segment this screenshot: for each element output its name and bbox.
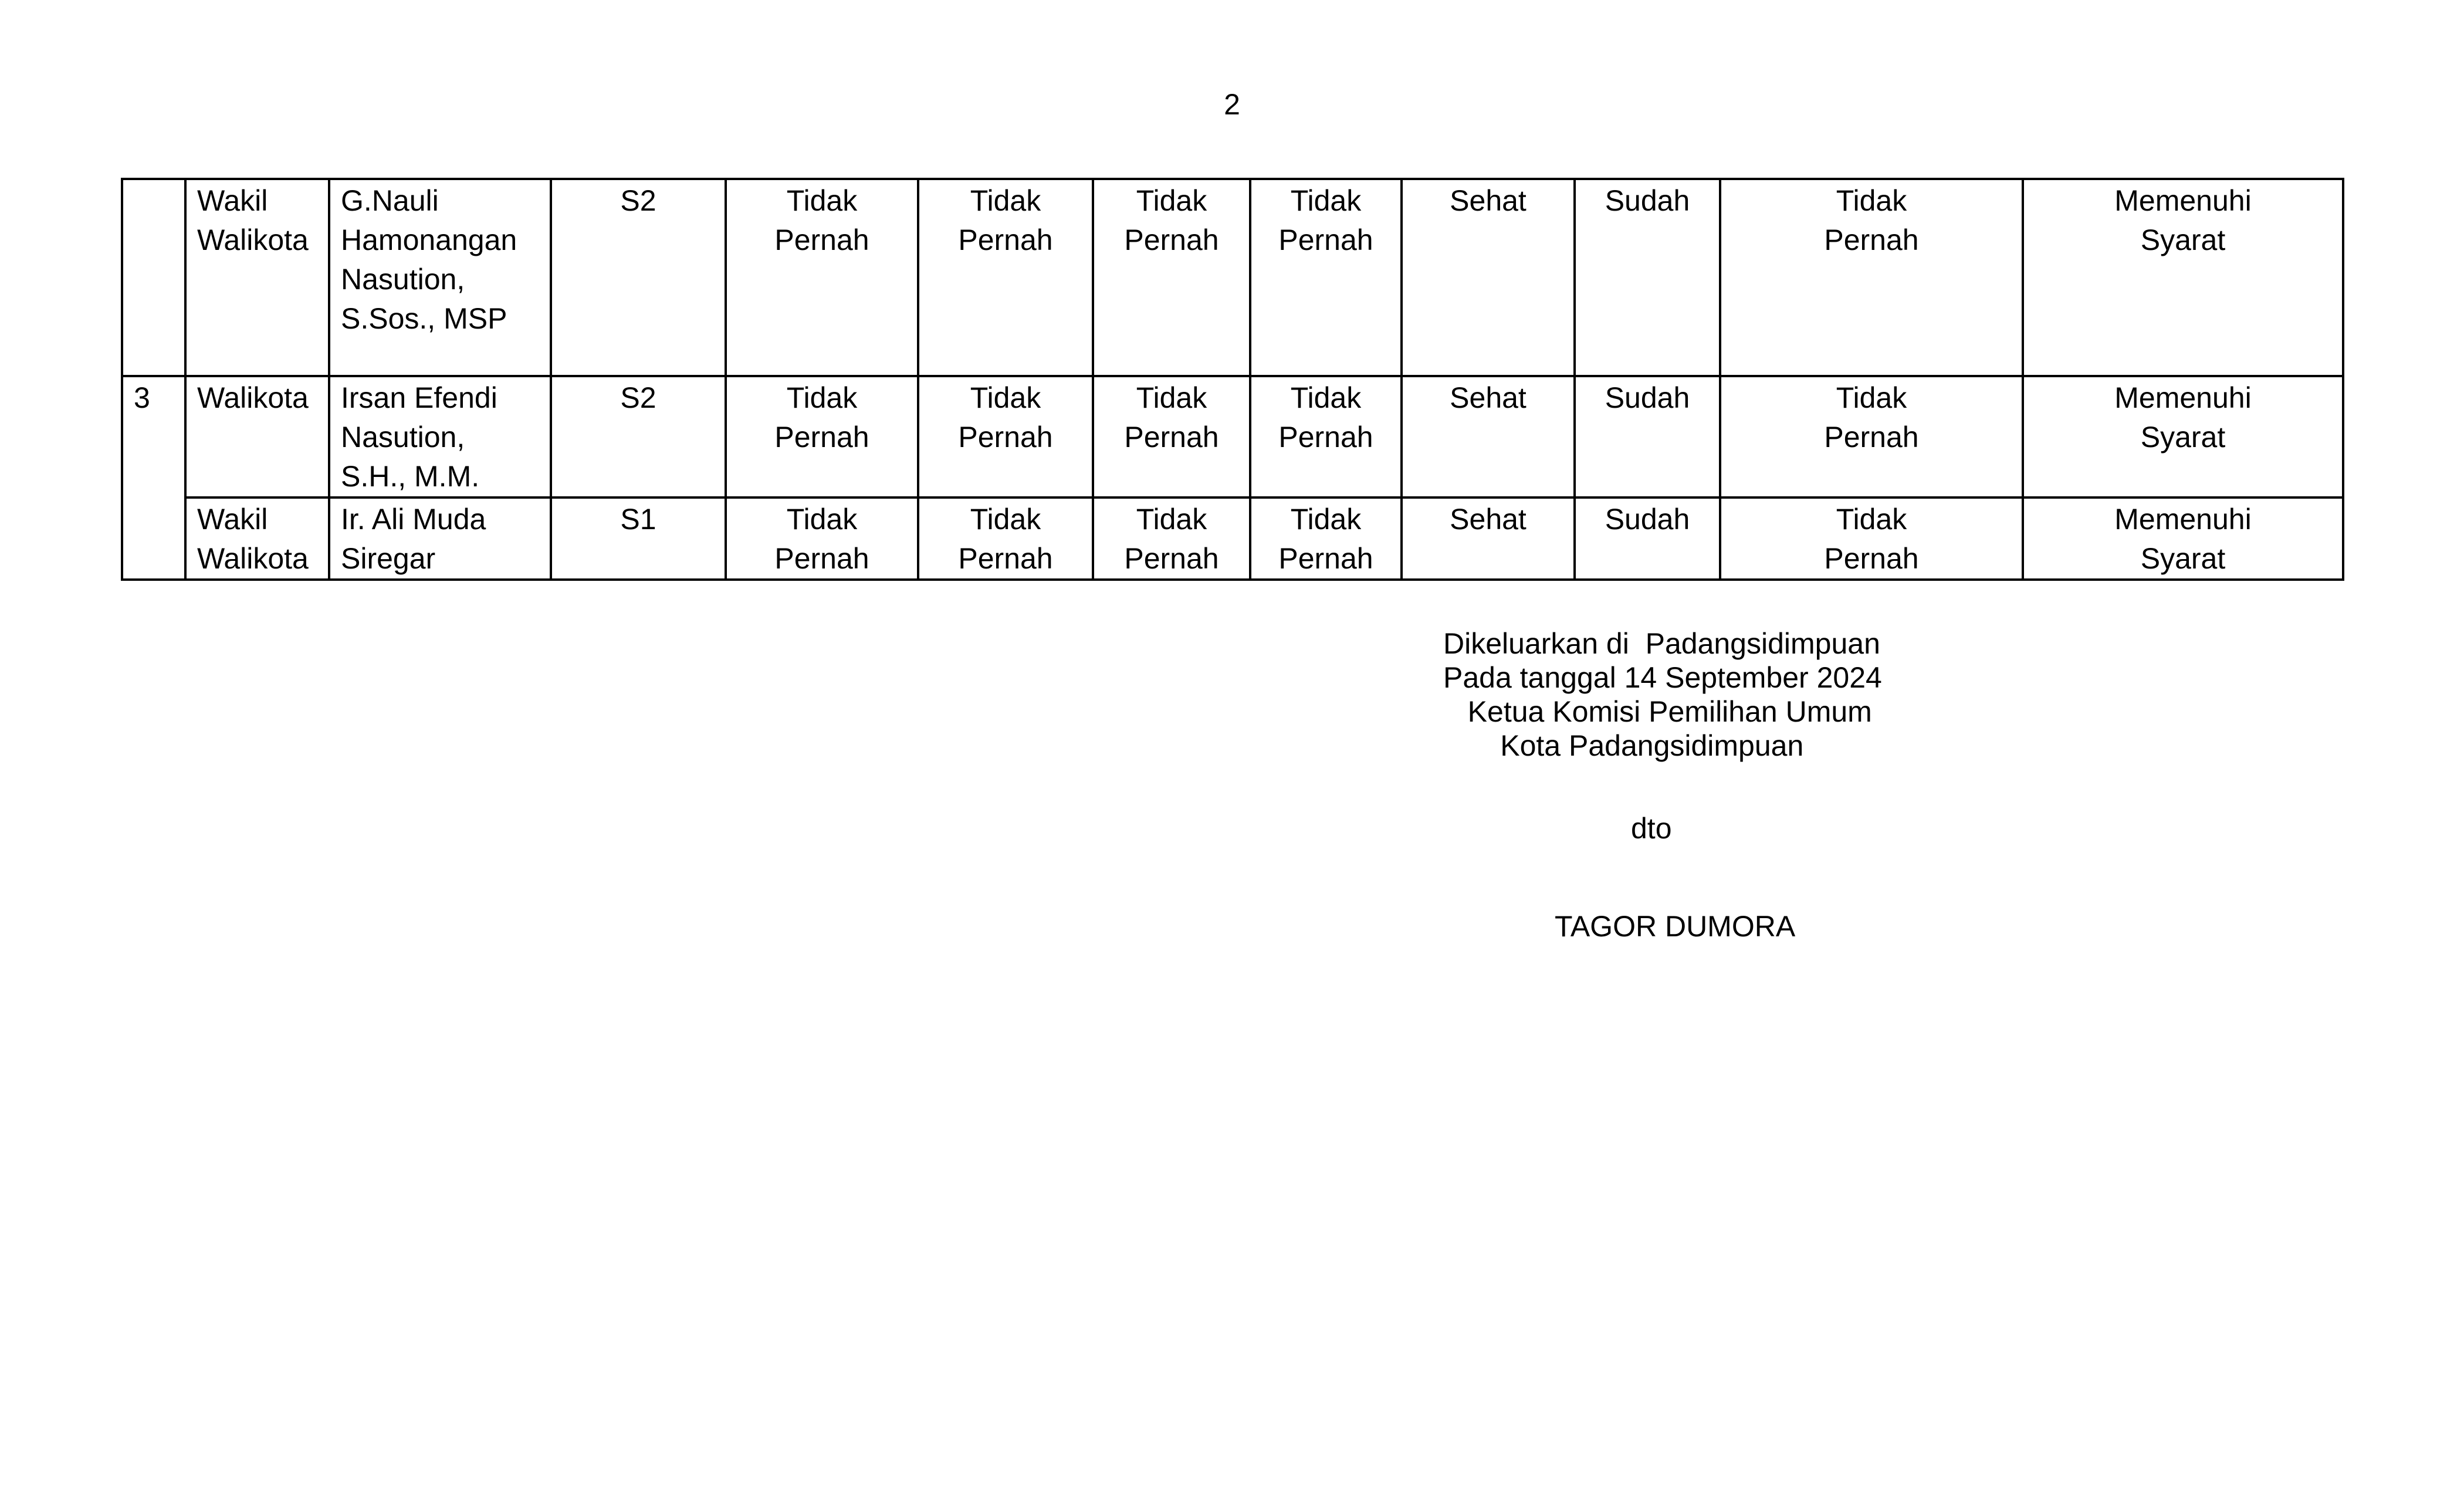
cell-criteria-1 <box>726 497 918 580</box>
cell-text: Tidak <box>1290 503 1362 536</box>
cell-criteria-1 <box>726 376 918 497</box>
cell-criteria-4 <box>1250 497 1402 580</box>
cell-pendidikan <box>551 497 726 580</box>
cell-criteria-2 <box>918 497 1093 580</box>
cell-criteria-2 <box>918 376 1093 497</box>
cell-criteria-3 <box>1093 497 1250 580</box>
cell-text: Tidak <box>1836 503 1907 536</box>
cell-text: G.Nauli <box>341 184 439 217</box>
cell-text: S1 <box>620 503 656 536</box>
cell-text: Walikota <box>197 381 309 414</box>
cell-text: Pernah <box>1124 542 1219 575</box>
signatory-name: TAGOR DUMORA <box>1555 910 1796 943</box>
cell-text: Syarat <box>2140 542 2226 575</box>
cell-no <box>122 179 185 376</box>
cell-text: Tidak <box>970 503 1041 536</box>
cell-text: Tidak <box>1290 381 1362 414</box>
page-number: 2 <box>1224 88 1240 121</box>
cell-text: Nasution, <box>341 421 465 453</box>
signature-issued-place: Dikeluarkan di Padangsidimpuan <box>1443 627 1880 660</box>
cell-text: Pernah <box>1278 421 1373 453</box>
signature-title: Ketua Komisi Pemilihan Umum <box>1443 695 1872 728</box>
cell-text: Sudah <box>1605 381 1690 414</box>
cell-text: Walikota <box>197 224 309 256</box>
cell-text: Siregar <box>341 542 436 575</box>
cell-text: Tidak <box>1290 184 1362 217</box>
cell-text: Pernah <box>774 421 869 453</box>
cell-text: Pernah <box>1824 542 1919 575</box>
cell-kesehatan <box>1402 179 1575 376</box>
cell-text: S.H., M.M. <box>341 460 480 493</box>
cell-nama <box>329 179 551 376</box>
cell-jabatan <box>185 179 329 376</box>
cell-text: Pernah <box>774 224 869 256</box>
cell-text: Sehat <box>1450 184 1527 217</box>
cell-text: Wakil <box>197 503 268 536</box>
cell-criteria-5 <box>1720 497 2023 580</box>
cell-text: Memenuhi <box>2114 184 2252 217</box>
cell-text: Pernah <box>958 421 1053 453</box>
cell-text: Pernah <box>774 542 869 575</box>
cell-text: S.Sos., MSP <box>341 302 507 335</box>
table-row <box>122 179 2343 376</box>
cell-criteria-4 <box>1250 179 1402 376</box>
cell-text: Syarat <box>2140 421 2226 453</box>
cell-text: Nasution, <box>341 263 465 296</box>
cell-status <box>1575 497 1720 580</box>
cell-text: Pernah <box>1124 421 1219 453</box>
cell-criteria-5 <box>1720 179 2023 376</box>
cell-criteria-5 <box>1720 376 2023 497</box>
cell-text: Tidak <box>786 184 858 217</box>
cell-kesehatan <box>1402 376 1575 497</box>
cell-text: Pernah <box>1824 224 1919 256</box>
cell-text: Tidak <box>786 503 858 536</box>
cell-keterangan <box>2023 376 2343 497</box>
cell-jabatan <box>185 497 329 580</box>
cell-criteria-2 <box>918 179 1093 376</box>
cell-text: S2 <box>620 184 656 217</box>
cell-criteria-4 <box>1250 376 1402 497</box>
cell-text: Ir. Ali Muda <box>341 503 486 536</box>
cell-text: Pernah <box>958 224 1053 256</box>
cell-text: Tidak <box>1136 503 1207 536</box>
signature-issued-date: Pada tanggal 14 September 2024 <box>1443 661 1882 694</box>
signature-dto: dto <box>1631 812 1672 845</box>
cell-keterangan <box>2023 497 2343 580</box>
cell-nama <box>329 376 551 497</box>
cell-text: Tidak <box>970 184 1041 217</box>
cell-status <box>1575 376 1720 497</box>
cell-text: Walikota <box>197 542 309 575</box>
cell-text: 3 <box>134 381 150 414</box>
cell-kesehatan <box>1402 497 1575 580</box>
cell-text: Tidak <box>1836 184 1907 217</box>
cell-text: Pernah <box>1124 224 1219 256</box>
cell-text: Memenuhi <box>2114 381 2252 414</box>
cell-text: Memenuhi <box>2114 503 2252 536</box>
cell-text: Sudah <box>1605 503 1690 536</box>
cell-text: Hamonangan <box>341 224 517 256</box>
cell-text: Pernah <box>1278 542 1373 575</box>
cell-text: Sehat <box>1450 503 1527 536</box>
cell-text: Irsan Efendi <box>341 381 497 414</box>
cell-text: Syarat <box>2140 224 2226 256</box>
signature-institution: Kota Padangsidimpuan <box>1443 729 1804 762</box>
cell-text: Sehat <box>1450 381 1527 414</box>
cell-pendidikan <box>551 376 726 497</box>
cell-nama <box>329 497 551 580</box>
table-row <box>122 376 2343 497</box>
cell-keterangan <box>2023 179 2343 376</box>
cell-text: Tidak <box>786 381 858 414</box>
candidate-table <box>121 178 2344 581</box>
cell-text: Tidak <box>970 381 1041 414</box>
cell-text: Tidak <box>1836 381 1907 414</box>
cell-text: Tidak <box>1136 381 1207 414</box>
cell-status <box>1575 179 1720 376</box>
cell-jabatan <box>185 376 329 497</box>
cell-text: Pernah <box>958 542 1053 575</box>
cell-text: Pernah <box>1824 421 1919 453</box>
cell-text: Pernah <box>1278 224 1373 256</box>
signature-block <box>1443 627 1924 763</box>
cell-text: Tidak <box>1136 184 1207 217</box>
table-body <box>122 179 2343 580</box>
table-row <box>122 497 2343 580</box>
cell-pendidikan <box>551 179 726 376</box>
cell-text: S2 <box>620 381 656 414</box>
cell-no <box>122 376 185 580</box>
cell-text: Wakil <box>197 184 268 217</box>
cell-criteria-3 <box>1093 179 1250 376</box>
cell-criteria-3 <box>1093 376 1250 497</box>
cell-text: Sudah <box>1605 184 1690 217</box>
cell-criteria-1 <box>726 179 918 376</box>
